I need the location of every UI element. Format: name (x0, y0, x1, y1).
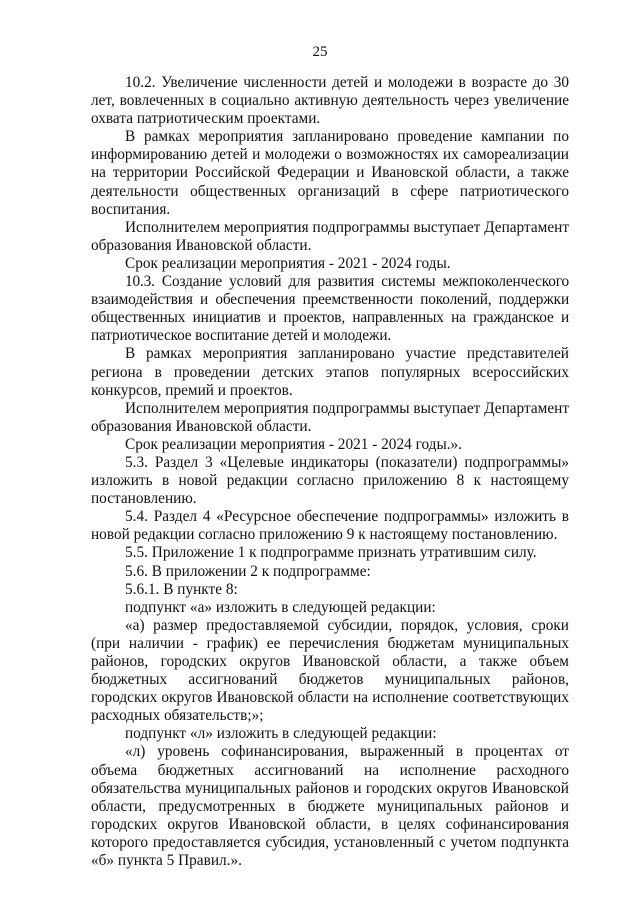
paragraph-5-6: 5.6. В приложении 2 к подпрограмме: (125, 562, 371, 580)
paragraph-10-3-term: Срок реализации мероприятия - 2021 - 2024 годы.». (125, 435, 463, 453)
paragraph-10-2-campaign: В рамках мероприятия запланировано проведение кампании по информированию детей и молодежи о возможностях их самореализации на территории Российской Федерации и Ивановской области, а также деятельности общественных организаций в сфере патриотического воспитания. (91, 128, 569, 218)
paragraph-10-3: 10.3. Создание условий для развития системы межпоколенческого взаимодействия и обеспечения преемственности поколений, поддержки общественных инициатив и проектов, направленных на гражданское и патриотическое воспитание детей и молодежи. (91, 273, 569, 345)
paragraph-subpoint-a-intro: подпункт «а» изложить в следующей редакции: (125, 598, 436, 616)
paragraph-10-3-participation: В рамках мероприятия запланировано участие представителей региона в проведении детских этапов популярных всероссийских конкурсов, премий и проектов. (91, 345, 569, 399)
paragraph-5-6-1: 5.6.1. В пункте 8: (125, 580, 238, 598)
page-number: 25 (312, 44, 328, 60)
paragraph-5-5: 5.5. Приложение 1 к подпрограмме признать утратившим силу. (125, 544, 537, 562)
paragraph-10-2-executor: Исполнителем мероприятия подпрограммы выступает Департамент образования Ивановской области. (91, 218, 569, 254)
paragraph-5-4: 5.4. Раздел 4 «Ресурсное обеспечение подпрограммы» изложить в новой редакции согласно приложению 9 к настоящему постановлению. (91, 508, 569, 544)
paragraph-10-2: 10.2. Увеличение численности детей и молодежи в возрасте до 30 лет, вовлеченных в социально активную деятельность через увеличение охвата патриотическим проектами. (91, 74, 569, 128)
paragraph-10-3-executor: Исполнителем мероприятия подпрограммы выступает Департамент образования Ивановской области. (91, 399, 569, 435)
document-body (91, 74, 569, 870)
paragraph-subpoint-a-text: «а) размер предоставляемой субсидии, порядок, условия, сроки (при наличии - график) ее перечисления бюджетам муниципальных районов, городских округов Ивановской области, а также объем бюджетных ассигнований бюджетов муниципальных районов, городских округов Ивановской области на исполнение соответствующих расходных обязательств;»; (91, 616, 569, 725)
paragraph-5-3: 5.3. Раздел 3 «Целевые индикаторы (показатели) подпрограммы» изложить в новой редакции согласно приложению 8 к настоящему постановлению. (91, 453, 569, 508)
paragraph-subpoint-l-intro: подпункт «л» изложить в следующей редакции: (125, 725, 437, 743)
paragraph-10-2-term: Срок реализации мероприятия - 2021 - 2024 годы. (125, 254, 451, 272)
paragraph-subpoint-l-text: «л) уровень софинансирования, выраженный в процентах от объема бюджетных ассигнований на исполнение расходного обязательства муниципальных районов и городских округов Ивановской области, предусмотренных в бюджете муниципальных районов и городских округов Ивановской области, в целях софинансирования которого предоставляется субсидия, установленный с учетом подпункта «б» пункта 5 Правил.». (91, 743, 569, 870)
